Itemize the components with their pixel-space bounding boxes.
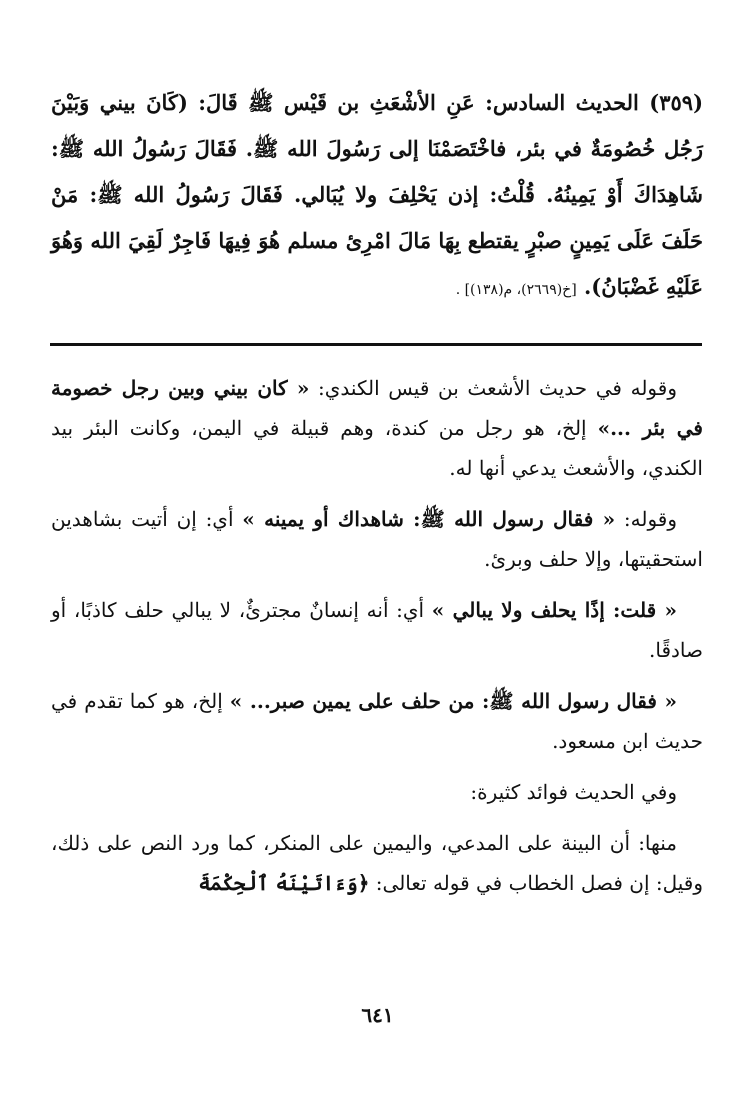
commentary-paragraph — [51, 772, 703, 812]
hadith-body: الحديث السادس: عَنِ الأشْعَثِ بن قَيْس ﷺ قَالَ: (كَانَ بيني وَبَيْنَ رَجُل خُصُومَةٌ في بئر، فاخْتَصَمْنَا إلى رَسُولَ الله ﷺ. فَقَالَ رَسُولُ الله ﷺ: شَاهِدَاكَ أَوْ يَمِينُهُ. قُلْتُ: إذن يَحْلِفَ ولا يُبَالي. فَقَالَ رَسُولُ الله ﷺ: مَنْ حَلَفَ عَلَى يَمِينٍ صبْرٍ يقتطع بِهَا مَالَ امْرِئ مسلم هُوَ فِيهَا فَاجِرٌ لَقِيَ الله وَهُوَ عَلَيْهِ غَضْبَانُ). — [51, 90, 703, 299]
commentary-paragraph — [51, 823, 703, 903]
paragraph-lead: منها: أن البينة على المدعي، واليمين على المنكر، كما ورد النص على ذلك، وقيل: إن فصل الخطاب في قوله تعالى: — [51, 831, 703, 895]
paragraph-quote: ﴿وَءَاتَيْنَهُ ٱلْحِكْمَةَ — [198, 871, 370, 895]
commentary-paragraph — [51, 499, 703, 579]
paragraph-quote: « قلت: إذًا يحلف ولا يبالي » — [431, 598, 678, 622]
paragraph-quote: « كان بيني وبين رجل خصومة في بئر ...» — [51, 376, 703, 440]
paragraph-rest: أي: أنه إنسانٌ مجترئٌ، لا يبالي حلف كاذبًا، أو صادقًا. — [51, 598, 703, 662]
paragraph-rest: إلخ، هو كما تقدم في حديث ابن مسعود. — [51, 689, 703, 753]
commentary — [51, 368, 703, 914]
paragraph-quote: « فقال رسول الله ﷺ: من حلف على يمين صبر... » — [229, 689, 677, 713]
commentary-paragraph — [51, 590, 703, 670]
paragraph-lead: وفي الحديث فوائد كثيرة: — [470, 780, 677, 804]
hadith-text — [51, 80, 703, 313]
commentary-paragraph — [51, 681, 703, 761]
section-divider — [50, 343, 702, 346]
paragraph-lead: وقوله: — [615, 507, 677, 531]
page-number: ٦٤١ — [361, 1003, 394, 1027]
paragraph-lead: وقوله في حديث الأشعث بن قيس الكندي: — [309, 376, 677, 400]
hadith-reference: [خ(٢٦٦٩)، م(١٣٨)] . — [455, 282, 577, 298]
hadith-number: (٣٥٩) — [649, 90, 704, 115]
paragraph-quote: « فقال رسول الله ﷺ: شاهداك أو يمينه » — [242, 507, 616, 531]
paragraph-rest: إلخ، هو رجل من كندة، وهم قبيلة في اليمن، وكانت البئر بيد الكندي، والأشعث يدعي أنها له. — [51, 416, 703, 480]
paragraph-rest: أي: إن أتيت بشاهدين استحقيتها، وإلا حلف وبرئ. — [51, 507, 703, 571]
commentary-paragraph — [51, 368, 703, 488]
